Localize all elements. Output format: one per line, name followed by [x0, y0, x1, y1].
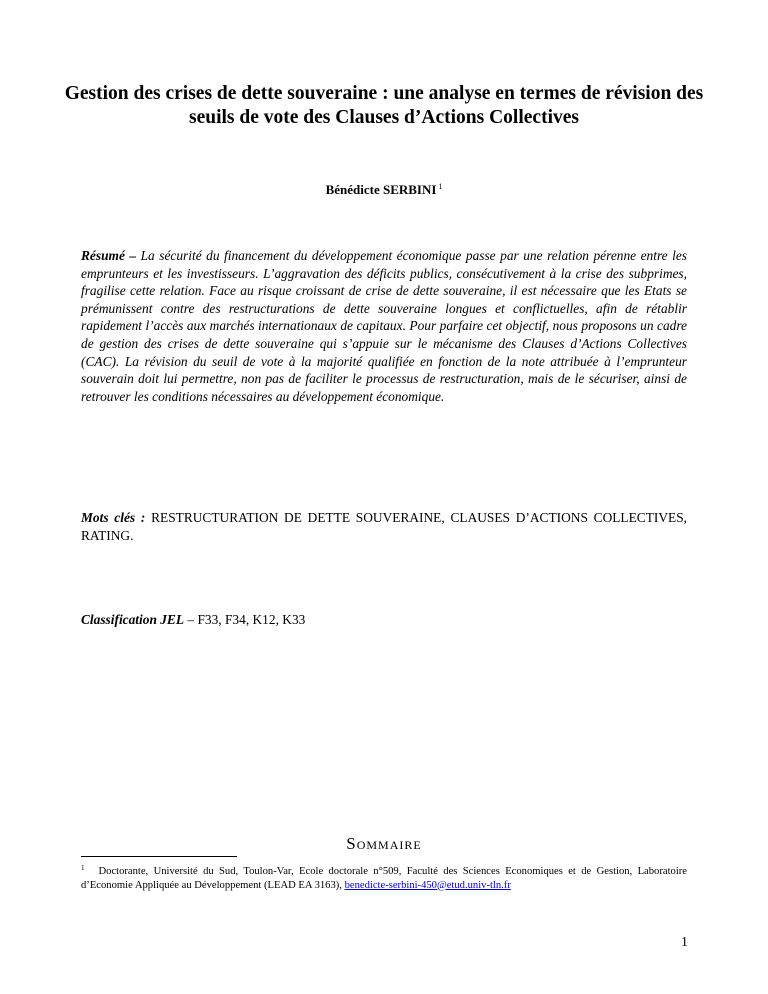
abstract [81, 247, 687, 405]
author-name: Bénédicte SERBINI [325, 182, 437, 197]
abstract-label: Résumé – [81, 248, 137, 263]
page-number: 1 [681, 935, 688, 950]
abstract-text: La sécurité du financement du développement économique passe par une relation pérenne entre les emprunteurs et les investisseurs. L’aggravation des déficits publics, consécutivement à la crise des subprimes, fragilise cette relation. Face au risque croissant de crise de dette souveraine, il est nécessaire que les Etats se prémunissent contre des restructurations de dette souveraine longues et conflictuelles, afin de rétablir rapidement l’accès aux marchés internationaux de capitaux. Pour parfaire cet objectif, nous proposons un cadre de gestion des crises de dette souveraine qui s’appuie sur le mécanisme des Clauses d’Actions Collectives (CAC). La révision du seuil de vote à la majorité qualifiée en fonction de la note attribuée à l’emprunteur souverain doit lui permettre, non pas de faciliter le processus de restructuration, mais de le sécuriser, ainsi de retrouver les conditions nécessaires au développement économique. [81, 248, 687, 404]
author-footnote-mark: 1 [438, 182, 443, 191]
keywords-label: Mots clés : [81, 510, 146, 525]
keywords-text: RESTRUCTURATION DE DETTE SOUVERAINE, CLAUSES D’ACTIONS COLLECTIVES, RATING. [81, 510, 687, 543]
jel-codes: – F33, F34, K12, K33 [187, 612, 306, 627]
footnote-email-link[interactable]: benedicte-serbini-450@etud.univ-tln.fr [344, 879, 511, 891]
jel-classification [81, 611, 687, 629]
paper-title: Gestion des crises de dette souveraine : une analyse en termes de révision des seuils de vote des Clauses d’Actions Collectives [64, 83, 704, 128]
author-line [0, 179, 768, 198]
keywords [81, 509, 687, 544]
footnote-mark: 1 [81, 864, 85, 872]
footnote-divider [81, 856, 237, 857]
footnote-text: Doctorante, Université du Sud, Toulon-Var, Ecole doctorale n°509, Faculté des Sciences Economiques et de Gestion, Laboratoire d’Economie Appliquée au Développement (LEAD EA 3163), [81, 866, 687, 891]
sommaire-heading: Sommaire [346, 834, 422, 853]
jel-label: Classification JEL [81, 612, 185, 627]
footnote [81, 862, 687, 892]
